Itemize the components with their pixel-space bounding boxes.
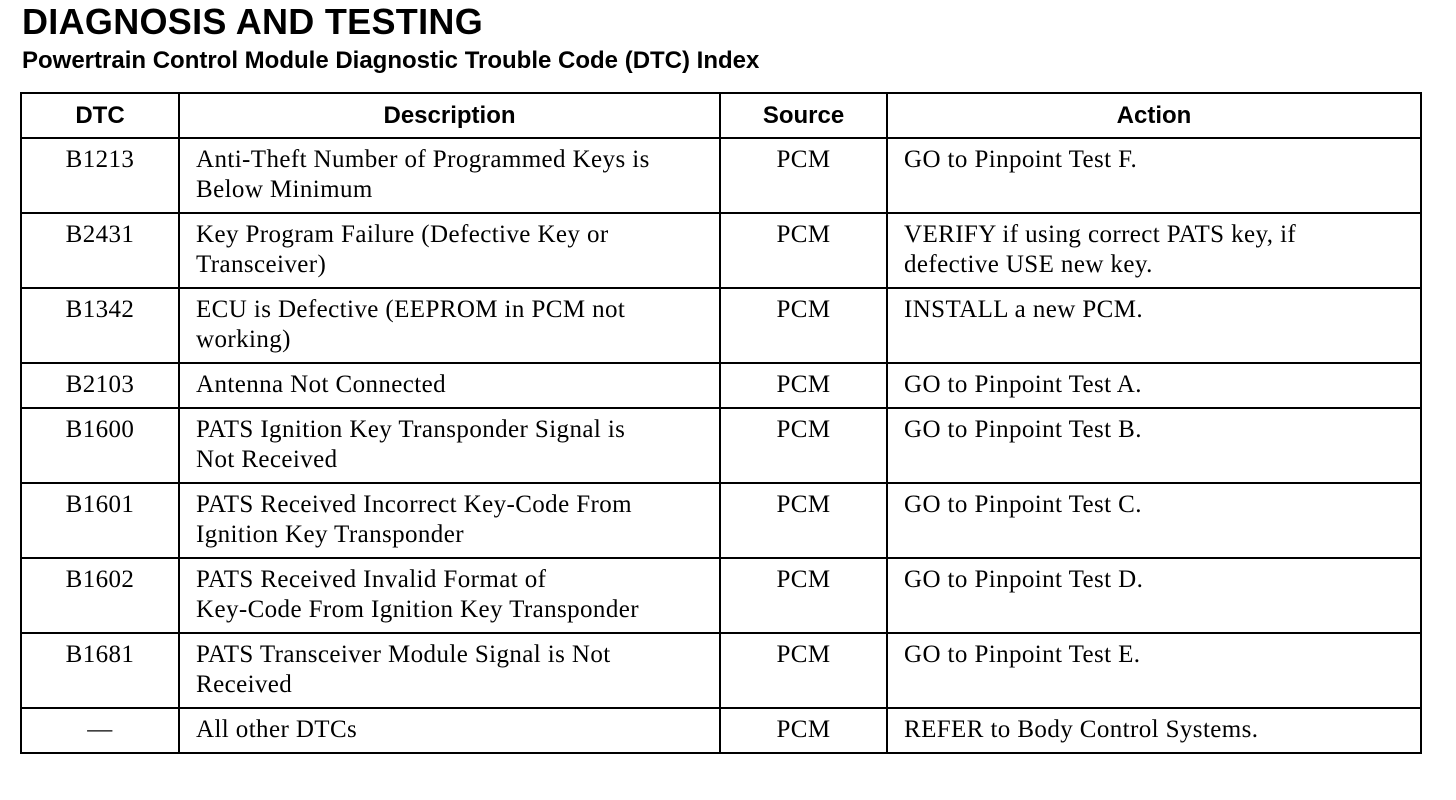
column-header-action: Action <box>887 93 1421 138</box>
action-line: VERIFY if using correct PATS key, if <box>904 221 1297 248</box>
description-line: Below Minimum <box>196 176 373 203</box>
description-cell <box>179 213 720 288</box>
action-line: GO to Pinpoint Test B. <box>904 416 1142 443</box>
description-cell <box>179 408 720 483</box>
table-title: Powertrain Control Module Diagnostic Trouble Code (DTC) Index <box>22 47 760 74</box>
action-cell <box>887 213 1421 288</box>
table-row <box>21 363 1421 408</box>
dtc-code-cell: — <box>21 708 179 753</box>
dtc-code-cell: B1681 <box>21 633 179 708</box>
description-cell <box>179 138 720 213</box>
action-line: GO to Pinpoint Test F. <box>904 146 1138 173</box>
description-cell <box>179 633 720 708</box>
column-header-dtc: DTC <box>21 93 179 138</box>
section-title: DIAGNOSIS AND TESTING <box>22 1 483 42</box>
column-header-description: Description <box>179 93 720 138</box>
description-line: Not Received <box>196 446 338 473</box>
description-line: ECU is Defective (EEPROM in PCM not <box>196 296 626 323</box>
description-cell <box>179 288 720 363</box>
column-header-source: Source <box>720 93 887 138</box>
action-line: GO to Pinpoint Test C. <box>904 491 1142 518</box>
action-cell <box>887 483 1421 558</box>
dtc-code-cell: B2103 <box>21 363 179 408</box>
source-cell: PCM <box>720 633 887 708</box>
description-line: Anti-Theft Number of Programmed Keys is <box>196 146 650 173</box>
description-line: PATS Received Invalid Format of <box>196 566 547 593</box>
dtc-code-cell: B2431 <box>21 213 179 288</box>
action-line: GO to Pinpoint Test D. <box>904 566 1144 593</box>
dtc-code-cell: B1602 <box>21 558 179 633</box>
description-cell <box>179 363 720 408</box>
description-line: Received <box>196 671 293 698</box>
table-row <box>21 408 1421 483</box>
dtc-code-cell: B1601 <box>21 483 179 558</box>
table-row <box>21 213 1421 288</box>
description-line: Antenna Not Connected <box>196 371 447 398</box>
description-line: Ignition Key Transponder <box>196 521 464 548</box>
action-cell <box>887 558 1421 633</box>
action-cell <box>887 408 1421 483</box>
source-cell: PCM <box>720 483 887 558</box>
source-cell: PCM <box>720 558 887 633</box>
source-cell: PCM <box>720 708 887 753</box>
action-line: defective USE new key. <box>904 251 1153 278</box>
dtc-code-cell: B1342 <box>21 288 179 363</box>
dtc-code-cell: B1600 <box>21 408 179 483</box>
action-cell <box>887 708 1421 753</box>
description-line: All other DTCs <box>196 716 358 743</box>
source-cell: PCM <box>720 363 887 408</box>
description-cell <box>179 558 720 633</box>
table-row <box>21 558 1421 633</box>
dtc-code-cell: B1213 <box>21 138 179 213</box>
description-cell <box>179 483 720 558</box>
description-line: PATS Received Incorrect Key-Code From <box>196 491 633 518</box>
dtc-index-table <box>20 92 1422 754</box>
action-line: REFER to Body Control Systems. <box>904 716 1259 743</box>
action-cell <box>887 138 1421 213</box>
description-line: Key Program Failure (Defective Key or <box>196 221 609 248</box>
description-line: Transceiver) <box>196 251 327 278</box>
action-line: INSTALL a new PCM. <box>904 296 1143 323</box>
table-body <box>21 138 1421 753</box>
table-row <box>21 288 1421 363</box>
action-cell <box>887 288 1421 363</box>
description-cell <box>179 708 720 753</box>
description-line: PATS Ignition Key Transponder Signal is <box>196 416 626 443</box>
table-header-row <box>21 93 1421 138</box>
table-row <box>21 483 1421 558</box>
table-row <box>21 708 1421 753</box>
source-cell: PCM <box>720 408 887 483</box>
action-cell <box>887 363 1421 408</box>
source-cell: PCM <box>720 288 887 363</box>
source-cell: PCM <box>720 138 887 213</box>
action-cell <box>887 633 1421 708</box>
description-line: Key-Code From Ignition Key Transponder <box>196 596 639 623</box>
description-line: PATS Transceiver Module Signal is Not <box>196 641 611 668</box>
action-line: GO to Pinpoint Test A. <box>904 371 1142 398</box>
action-line: GO to Pinpoint Test E. <box>904 641 1141 668</box>
description-line: working) <box>196 326 291 353</box>
table-row <box>21 633 1421 708</box>
source-cell: PCM <box>720 213 887 288</box>
table-row <box>21 138 1421 213</box>
